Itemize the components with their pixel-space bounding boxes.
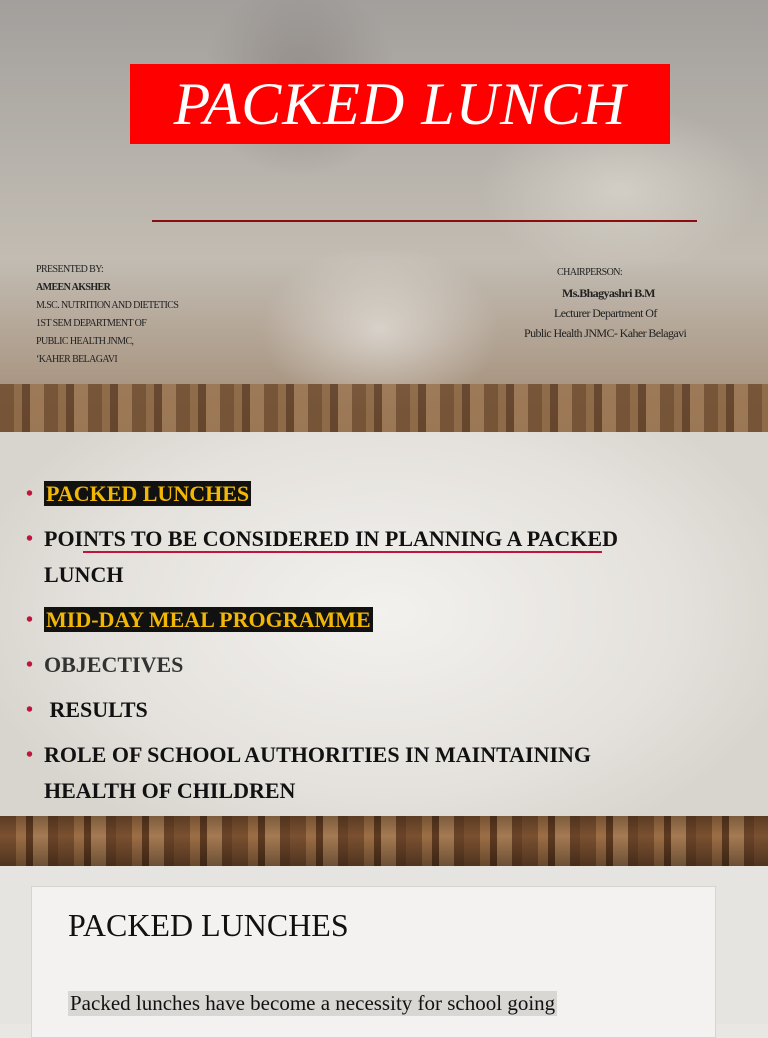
presenter-block xyxy=(36,261,266,369)
content-card xyxy=(31,886,716,1038)
list-item xyxy=(26,692,746,728)
title-divider xyxy=(152,220,697,222)
bullet-text: PACKED LUNCHES xyxy=(46,481,250,506)
presenter-semester: 1ST SEM DEPARTMENT OF xyxy=(36,318,147,329)
list-item xyxy=(26,476,746,512)
presenter-degree: M.SC. NUTRITION AND DIETETICS xyxy=(36,300,179,311)
chairperson-block xyxy=(520,263,730,343)
chairperson-department: Public Health JNMC- Kaher Belagavi xyxy=(524,326,687,340)
list-item xyxy=(26,647,746,683)
slide-title: PACKED LUNCH xyxy=(173,71,627,137)
contents-slide xyxy=(0,432,768,816)
chairperson-title: Lecturer Department Of xyxy=(554,306,657,320)
presenter-label: PRESENTED BY: xyxy=(36,264,104,275)
wood-divider xyxy=(0,816,768,866)
presenter-name: AMEEN AKSHER xyxy=(36,282,111,293)
list-item xyxy=(26,737,746,809)
bullet-text: MID-DAY MEAL PROGRAMME xyxy=(46,607,371,632)
bullet-text: ROLE OF SCHOOL AUTHORITIES IN MAINTAINING xyxy=(44,742,592,767)
bullet-icon: • xyxy=(26,699,34,721)
bullet-icon: • xyxy=(26,483,34,505)
section-body: Packed lunches have become a necessity for school going xyxy=(70,991,556,1015)
title-slide xyxy=(0,0,768,432)
contents-list xyxy=(26,476,746,809)
wood-floor-band xyxy=(0,384,768,432)
bullet-text-line2: HEALTH OF CHILDREN xyxy=(44,778,296,803)
section-heading: PACKED LUNCHES xyxy=(68,907,349,943)
bullet-icon: • xyxy=(26,654,34,676)
presenter-department: PUBLIC HEALTH JNMC, xyxy=(36,336,134,347)
bullet-icon: • xyxy=(26,528,34,550)
bullet-text: POINTS TO BE CONSIDERED IN PLANNING A PACKED xyxy=(44,526,618,551)
presenter-place: ‘KAHER BELAGAVI xyxy=(36,354,118,365)
bullet-icon: • xyxy=(26,744,34,766)
content-slide xyxy=(0,866,768,1024)
list-item xyxy=(26,602,746,638)
chairperson-name: Ms.Bhagyashri B.M xyxy=(562,286,655,300)
bullet-text-line2: LUNCH xyxy=(44,562,124,587)
list-item xyxy=(26,521,746,593)
bullet-text: RESULTS xyxy=(44,697,148,722)
chairperson-label: CHAIRPERSON: xyxy=(557,267,623,278)
bullet-icon: • xyxy=(26,609,34,631)
bullet-text: OBJECTIVES xyxy=(44,652,184,677)
